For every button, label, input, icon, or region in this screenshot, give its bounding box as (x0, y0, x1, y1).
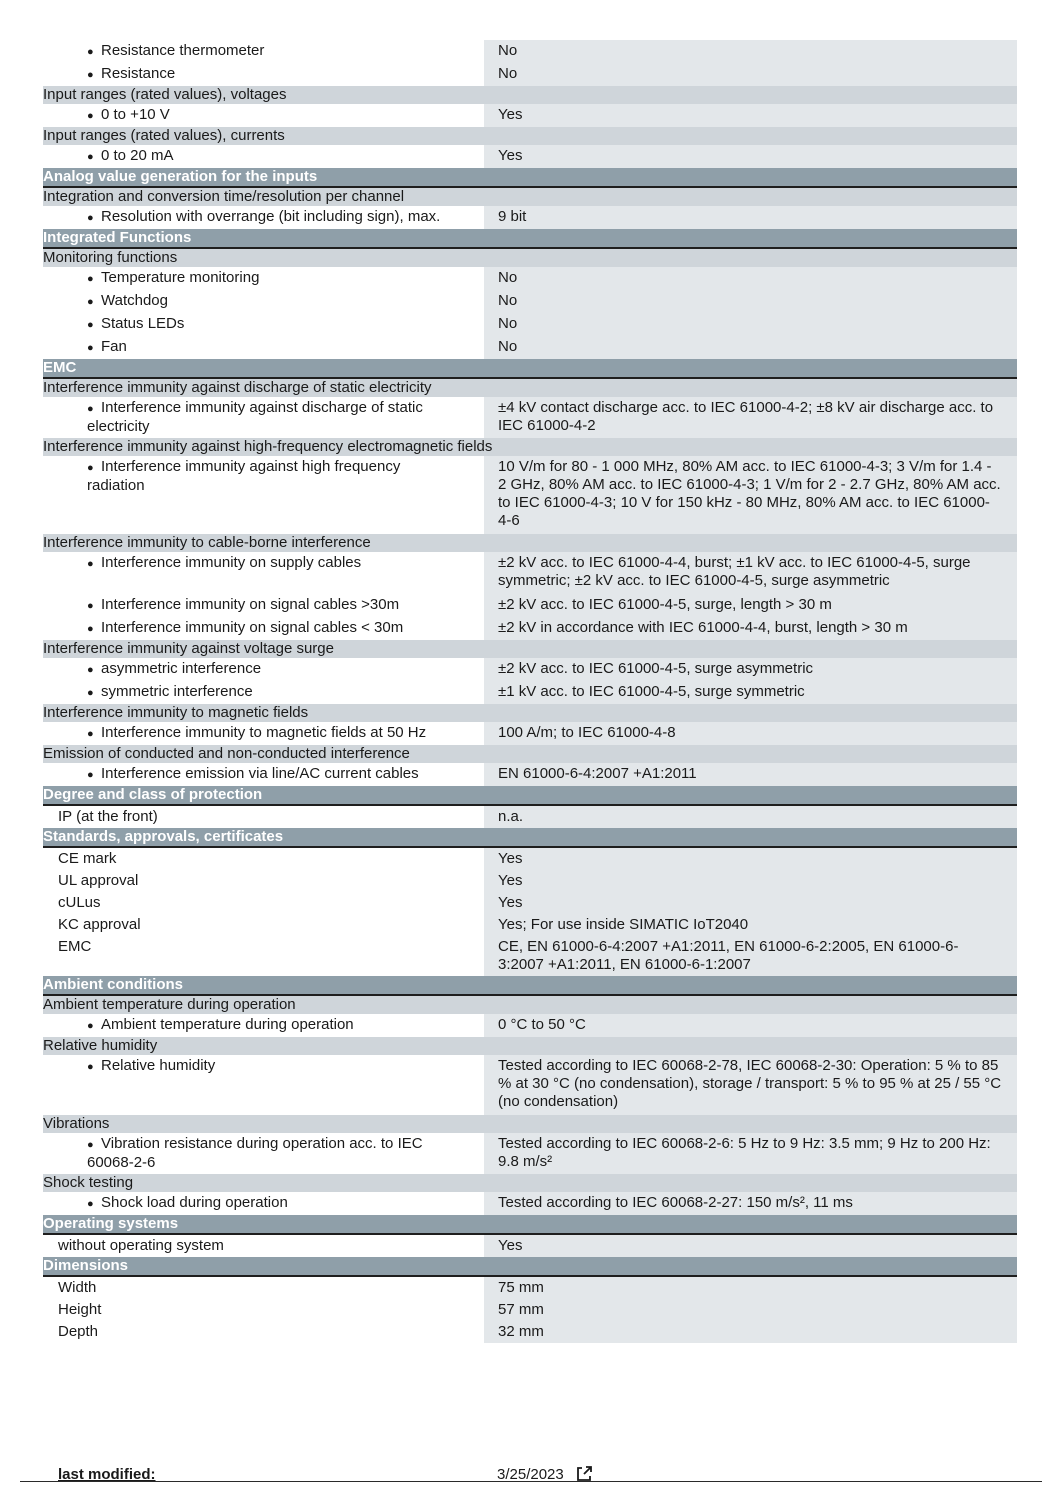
spec-label: Interference immunity to magnetic fields at 50 Hz (101, 724, 427, 741)
group-title: Ambient temperature during operation (43, 995, 1017, 1014)
spec-table-body (43, 40, 1017, 1343)
bullet-icon: ● (87, 687, 94, 699)
spec-label-cell (43, 870, 484, 892)
spec-label-cell (43, 63, 484, 86)
spec-value: EN 61000-6-4:2007 +A1:2011 (484, 763, 1017, 786)
spec-label: 0 to +10 V (101, 106, 170, 123)
spec-row (43, 456, 1017, 534)
spec-row (43, 290, 1017, 313)
bullet-icon: ● (87, 69, 94, 81)
section-title: Dimensions (43, 1257, 1017, 1276)
spec-label-cell (43, 1133, 484, 1174)
footer-divider (20, 1481, 1042, 1482)
spec-label-cell (43, 456, 484, 534)
bullet-icon: ● (87, 319, 94, 331)
spec-label-cell (43, 206, 484, 229)
spec-value: No (484, 313, 1017, 336)
group-header-row (43, 438, 1017, 456)
spec-row (43, 1014, 1017, 1037)
bullet-icon: ● (87, 600, 94, 612)
spec-row (43, 1192, 1017, 1215)
bullet-icon: ● (87, 769, 94, 781)
spec-row (43, 892, 1017, 914)
spec-label-cell (43, 313, 484, 336)
spec-value: No (484, 267, 1017, 290)
spec-value: 10 V/m for 80 - 1 000 MHz, 80% AM acc. to IEC 61000-4-3; 3 V/m for 1.4 - 2 GHz, 80% AM acc. to IEC 61000-4-3; 1 V/m for 2 - 2.7 GHz, 80% AM acc. to IEC 61000-4-3; 10 V for 150 kHz - 80 MHz, 80% AM acc. to IEC 61000-4-6 (484, 456, 1017, 534)
spec-value: Yes; For use inside SIMATIC IoT2040 (484, 914, 1017, 936)
spec-value: Yes (484, 847, 1017, 870)
spec-label: Height (58, 1301, 102, 1318)
section-header-row (43, 1257, 1017, 1276)
spec-label: Interference immunity against high frequency radiation (87, 458, 401, 494)
spec-row (43, 617, 1017, 640)
section-header-row (43, 786, 1017, 805)
spec-row (43, 847, 1017, 870)
bullet-icon: ● (87, 664, 94, 676)
spec-row (43, 914, 1017, 936)
spec-label-cell (43, 594, 484, 617)
spec-label-cell (43, 336, 484, 359)
spec-value: ±1 kV acc. to IEC 61000-4-5, surge symmetric (484, 681, 1017, 704)
section-header-row (43, 229, 1017, 248)
last-modified-label: last modified: (58, 1466, 156, 1483)
spec-value: 75 mm (484, 1276, 1017, 1299)
section-header-row (43, 828, 1017, 847)
spec-label: Vibration resistance during operation acc. to IEC 60068-2-6 (87, 1135, 423, 1171)
section-header-row (43, 976, 1017, 995)
spec-label: Interference immunity on signal cables >30m (101, 596, 400, 613)
spec-table (43, 40, 1017, 1343)
spec-label: cULus (58, 894, 101, 911)
group-title: Integration and conversion time/resolution per channel (43, 187, 1017, 206)
bullet-icon: ● (87, 110, 94, 122)
spec-label-cell (43, 1234, 484, 1257)
spec-value: 57 mm (484, 1299, 1017, 1321)
bullet-icon: ● (87, 342, 94, 354)
group-title: Shock testing (43, 1174, 1017, 1192)
spec-label-cell (43, 267, 484, 290)
section-title: Operating systems (43, 1215, 1017, 1234)
spec-value: Tested according to IEC 60068-2-6: 5 Hz to 9 Hz: 3.5 mm; 9 Hz to 200 Hz: 9.8 m/s² (484, 1133, 1017, 1174)
spec-value: 9 bit (484, 206, 1017, 229)
section-title: Degree and class of protection (43, 786, 1017, 805)
spec-value: n.a. (484, 805, 1017, 828)
spec-value: No (484, 40, 1017, 63)
group-header-row (43, 127, 1017, 145)
bullet-icon: ● (87, 728, 94, 740)
spec-row (43, 763, 1017, 786)
spec-row (43, 267, 1017, 290)
section-title: Standards, approvals, certificates (43, 828, 1017, 847)
group-title: Emission of conducted and non-conducted interference (43, 745, 1017, 763)
spec-label: Interference immunity against discharge of static electricity (87, 399, 423, 435)
spec-value: 32 mm (484, 1321, 1017, 1343)
spec-label: UL approval (58, 872, 139, 889)
spec-label: Interference immunity on supply cables (101, 554, 362, 571)
spec-row (43, 313, 1017, 336)
spec-value: Tested according to IEC 60068-2-78, IEC 60068-2-30: Operation: 5 % to 85 % at 30 °C (no condensation), storage / transport: 5 % to 95 % at 25 / 55 °C (no condensation) (484, 1055, 1017, 1115)
spec-row (43, 805, 1017, 828)
section-title: Ambient conditions (43, 976, 1017, 995)
group-title: Relative humidity (43, 1037, 1017, 1055)
group-header-row (43, 86, 1017, 104)
group-header-row (43, 187, 1017, 206)
spec-row (43, 206, 1017, 229)
spec-label-cell (43, 552, 484, 594)
bullet-icon: ● (87, 296, 94, 308)
spec-label: Temperature monitoring (101, 269, 260, 286)
spec-label-cell (43, 1055, 484, 1115)
group-title: Interference immunity to magnetic fields (43, 704, 1017, 722)
section-header-row (43, 168, 1017, 187)
spec-value: Yes (484, 892, 1017, 914)
spec-label: 0 to 20 mA (101, 147, 174, 164)
spec-label-cell (43, 290, 484, 313)
spec-value: CE, EN 61000-6-4:2007 +A1:2011, EN 61000-6-2:2005, EN 61000-6-3:2007 +A1:2011, EN 61000-6-1:2007 (484, 936, 1017, 976)
spec-row (43, 722, 1017, 745)
group-title: Interference immunity against high-frequency electromagnetic fields (43, 438, 1017, 456)
spec-label: asymmetric interference (101, 660, 262, 677)
spec-label-cell (43, 847, 484, 870)
spec-label-cell (43, 397, 484, 438)
spec-label: Width (58, 1279, 97, 1296)
group-header-row (43, 534, 1017, 552)
spec-value: 0 °C to 50 °C (484, 1014, 1017, 1037)
spec-label-cell (43, 617, 484, 640)
spec-row (43, 594, 1017, 617)
spec-value: No (484, 63, 1017, 86)
group-header-row (43, 640, 1017, 658)
bullet-icon: ● (87, 151, 94, 163)
bullet-icon: ● (87, 273, 94, 285)
group-header-row (43, 248, 1017, 267)
spec-row (43, 1234, 1017, 1257)
spec-row (43, 658, 1017, 681)
spec-label-cell (43, 1192, 484, 1215)
spec-value: ±2 kV acc. to IEC 61000-4-5, surge, length > 30 m (484, 594, 1017, 617)
spec-row (43, 336, 1017, 359)
spec-label: Resistance thermometer (101, 42, 265, 59)
group-header-row (43, 745, 1017, 763)
section-header-row (43, 359, 1017, 378)
spec-label: CE mark (58, 850, 117, 867)
bullet-icon: ● (87, 403, 94, 415)
spec-label-cell (43, 145, 484, 168)
spec-row (43, 1276, 1017, 1299)
spec-row (43, 681, 1017, 704)
spec-row (43, 145, 1017, 168)
spec-label-cell (43, 914, 484, 936)
spec-label-cell (43, 1299, 484, 1321)
spec-label: Status LEDs (101, 315, 185, 332)
spec-value: Yes (484, 104, 1017, 127)
group-header-row (43, 704, 1017, 722)
spec-row (43, 1299, 1017, 1321)
spec-row (43, 870, 1017, 892)
bullet-icon: ● (87, 462, 94, 474)
spec-label: Ambient temperature during operation (101, 1016, 354, 1033)
spec-value: Tested according to IEC 60068-2-27: 150 m/s², 11 ms (484, 1192, 1017, 1215)
spec-label: IP (at the front) (58, 808, 158, 825)
spec-label-cell (43, 722, 484, 745)
spec-label-cell (43, 936, 484, 976)
spec-label-cell (43, 1321, 484, 1343)
section-header-row (43, 1215, 1017, 1234)
spec-label-cell (43, 763, 484, 786)
spec-value: ±4 kV contact discharge acc. to IEC 61000-4-2; ±8 kV air discharge acc. to IEC 61000-4-2 (484, 397, 1017, 438)
section-title: Integrated Functions (43, 229, 1017, 248)
spec-label-cell (43, 681, 484, 704)
group-header-row (43, 995, 1017, 1014)
spec-row (43, 1133, 1017, 1174)
group-title: Interference immunity against voltage surge (43, 640, 1017, 658)
spec-label: Watchdog (101, 292, 168, 309)
spec-label-cell (43, 658, 484, 681)
group-title: Vibrations (43, 1115, 1017, 1133)
bullet-icon: ● (87, 558, 94, 570)
group-header-row (43, 1115, 1017, 1133)
spec-label: without operating system (58, 1237, 224, 1254)
spec-row (43, 1055, 1017, 1115)
group-title: Interference immunity to cable-borne interference (43, 534, 1017, 552)
spec-value: Yes (484, 870, 1017, 892)
bullet-icon: ● (87, 1061, 94, 1073)
spec-label-cell (43, 805, 484, 828)
group-title: Monitoring functions (43, 248, 1017, 267)
spec-label: symmetric interference (101, 683, 253, 700)
spec-label: Resolution with overrange (bit including sign), max. (101, 208, 441, 225)
spec-label: Shock load during operation (101, 1194, 288, 1211)
spec-value: Yes (484, 1234, 1017, 1257)
spec-value: No (484, 336, 1017, 359)
spec-label: Resistance (101, 65, 176, 82)
bullet-icon: ● (87, 1139, 94, 1151)
group-header-row (43, 1174, 1017, 1192)
spec-value: 100 A/m; to IEC 61000-4-8 (484, 722, 1017, 745)
spec-label: Depth (58, 1323, 99, 1340)
spec-label-cell (43, 1014, 484, 1037)
spec-row (43, 936, 1017, 976)
section-title: EMC (43, 359, 1017, 378)
spec-label: Relative humidity (101, 1057, 216, 1074)
group-title: Input ranges (rated values), voltages (43, 86, 1017, 104)
spec-value: ±2 kV acc. to IEC 61000-4-5, surge asymmetric (484, 658, 1017, 681)
group-title: Interference immunity against discharge of static electricity (43, 378, 1017, 397)
spec-label: KC approval (58, 916, 141, 933)
section-title: Analog value generation for the inputs (43, 168, 1017, 187)
spec-row (43, 63, 1017, 86)
bullet-icon: ● (87, 46, 94, 58)
spec-label: Interference immunity on signal cables < 30m (101, 619, 404, 636)
group-title: Input ranges (rated values), currents (43, 127, 1017, 145)
spec-label-cell (43, 104, 484, 127)
spec-value: ±2 kV acc. to IEC 61000-4-4, burst; ±1 kV acc. to IEC 61000-4-5, surge symmetric; ±2 kV acc. to IEC 61000-4-5, surge asymmetric (484, 552, 1017, 594)
spec-label-cell (43, 892, 484, 914)
group-header-row (43, 1037, 1017, 1055)
spec-row (43, 1321, 1017, 1343)
spec-label-cell (43, 1276, 484, 1299)
spec-label: Fan (101, 338, 127, 355)
spec-row (43, 397, 1017, 438)
bullet-icon: ● (87, 1198, 94, 1210)
spec-label: EMC (58, 938, 92, 955)
spec-value: No (484, 290, 1017, 313)
last-modified-date: 3/25/2023 (497, 1466, 564, 1483)
bullet-icon: ● (87, 1020, 94, 1032)
spec-row (43, 552, 1017, 594)
spec-row (43, 40, 1017, 63)
bullet-icon: ● (87, 623, 94, 635)
spec-value: Yes (484, 145, 1017, 168)
spec-label: Interference emission via line/AC current cables (101, 765, 419, 782)
spec-row (43, 104, 1017, 127)
spec-value: ±2 kV in accordance with IEC 61000-4-4, burst, length > 30 m (484, 617, 1017, 640)
bullet-icon: ● (87, 212, 94, 224)
group-header-row (43, 378, 1017, 397)
spec-label-cell (43, 40, 484, 63)
